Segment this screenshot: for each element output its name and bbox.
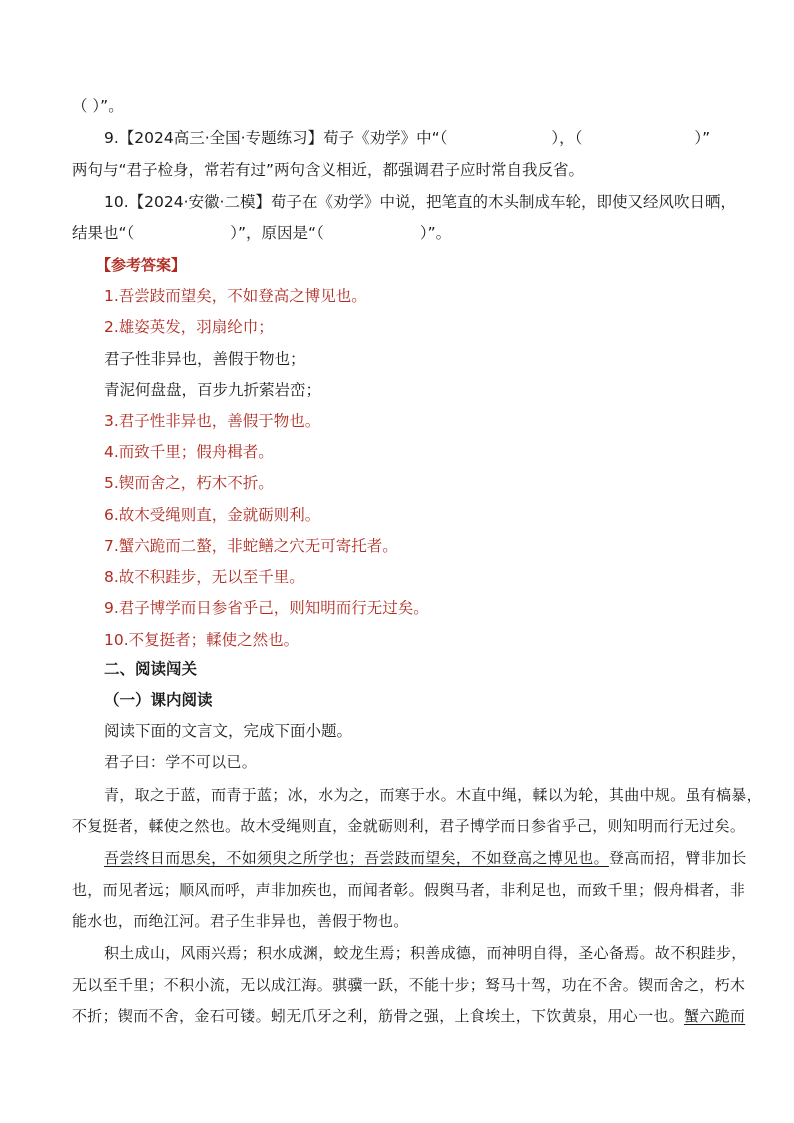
- passage-opening: 君子曰：学不可以已。: [104, 753, 258, 771]
- underlined-sentence: 吾尝终日而思矣，不如须臾之所学也；吾尝跂而望矣，不如登高之博见也。: [104, 849, 609, 867]
- answer-item-4: 4.而致千里；假舟楫者。: [104, 443, 274, 461]
- answer-item-2b: 君子性非异也，善假于物也；: [104, 350, 306, 368]
- question-9-line1: [104, 128, 710, 148]
- answer-item-1: 1.吾尝跂而望矣，不如登高之博见也。: [104, 287, 367, 305]
- answer-item-3: 3.君子性非异也，善假于物也。: [104, 412, 321, 430]
- answer-item-5: 5.锲而舍之，朽木不折。: [104, 474, 274, 492]
- paragraph-3-line-3-main: 不折；锲而不舍，金石可镂。蚓无爪牙之利，筋骨之强，上食埃土，下饮黄泉，用心一也。: [72, 1007, 685, 1025]
- q8-tail: （ ）”。: [72, 97, 124, 115]
- paragraph-2-line-1: [104, 848, 747, 868]
- section-title: 二、阅读闯关: [104, 660, 198, 678]
- question-10-line2: [72, 223, 451, 243]
- paragraph-3-line-1: 积土成山，风雨兴焉；积水成渊，蛟龙生焉；积善成德，而神明自得，圣心备焉。故不积跬步，: [104, 944, 747, 962]
- paragraph-2-line-3: 能水也，而绝江河。君子生非异也，善假于物也。: [72, 912, 409, 930]
- answer-heading: 【参考答案】: [96, 256, 187, 274]
- paragraph-3-line-2: 无以至千里；不积小流，无以成江海。骐骥一跃，不能十步；驽马十驾，功在不舍。锲而舍之，朽木: [72, 976, 746, 994]
- q9-end: ）”: [694, 129, 711, 147]
- q9-mid: ），（: [551, 129, 583, 147]
- q10-part-c: ）”。: [419, 224, 452, 242]
- answer-item-6: 6.故木受绳则直，金就砺则利。: [104, 506, 321, 524]
- answer-item-8: 8.故不积跬步，无以至千里。: [104, 568, 305, 586]
- q10-part-b: ）”，原因是“（: [230, 224, 324, 242]
- q9-label: 9.【2024高三·全国·专题练习】荀子《劝学》中“（: [104, 129, 448, 147]
- answer-item-2: 2.雄姿英发，羽扇纶巾；: [104, 318, 274, 336]
- q10-part-a: 结果也“（: [72, 224, 135, 242]
- answer-item-7: 7.蟹六跪而二螯，非蛇鳝之穴无可寄托者。: [104, 537, 398, 555]
- question-10-line1: 10.【2024·安徽·二模】荀子在《劝学》中说，把笔直的木头制成车轮，即使又经风吹日晒，: [104, 193, 736, 211]
- answer-item-2c: 青泥何盘盘，百步九折萦岩峦；: [104, 381, 322, 399]
- subsection-title: （一）课内阅读: [104, 691, 213, 709]
- paragraph-2-line-2: 也，而见者远；顺风而呼，声非加疾也，而闻者彰。假舆马者，非利足也，而致千里；假舟楫者，非: [72, 881, 746, 899]
- paragraph-3-line-3: [72, 1006, 745, 1026]
- answer-item-10: 10.不复挺者；輮使之然也。: [104, 631, 300, 649]
- paragraph-1-line-1: 青，取之于蓝，而青于蓝；冰，水为之，而寒于水。木直中绳，輮以为轮，其曲中规。虽有槁暴，: [104, 786, 762, 804]
- question-9-line2: 两句与“君子检身，常若有过”两句含义相近，都强调君子应时常自我反省。: [72, 161, 585, 179]
- instruction: 阅读下面的文言文，完成下面小题。: [104, 722, 353, 740]
- paragraph-2-line-1-rest: 登高而招，臂非加长: [608, 849, 747, 867]
- paragraph-3-underlined-tail: 蟹六跪而: [684, 1007, 746, 1025]
- paragraph-1-line-2: 不复挺者，輮使之然也。故木受绳则直，金就砺则利，君子博学而日参省乎己，则知明而行无过矣。: [72, 817, 746, 835]
- answer-item-9: 9.君子博学而日参省乎己，则知明而行无过矣。: [104, 599, 429, 617]
